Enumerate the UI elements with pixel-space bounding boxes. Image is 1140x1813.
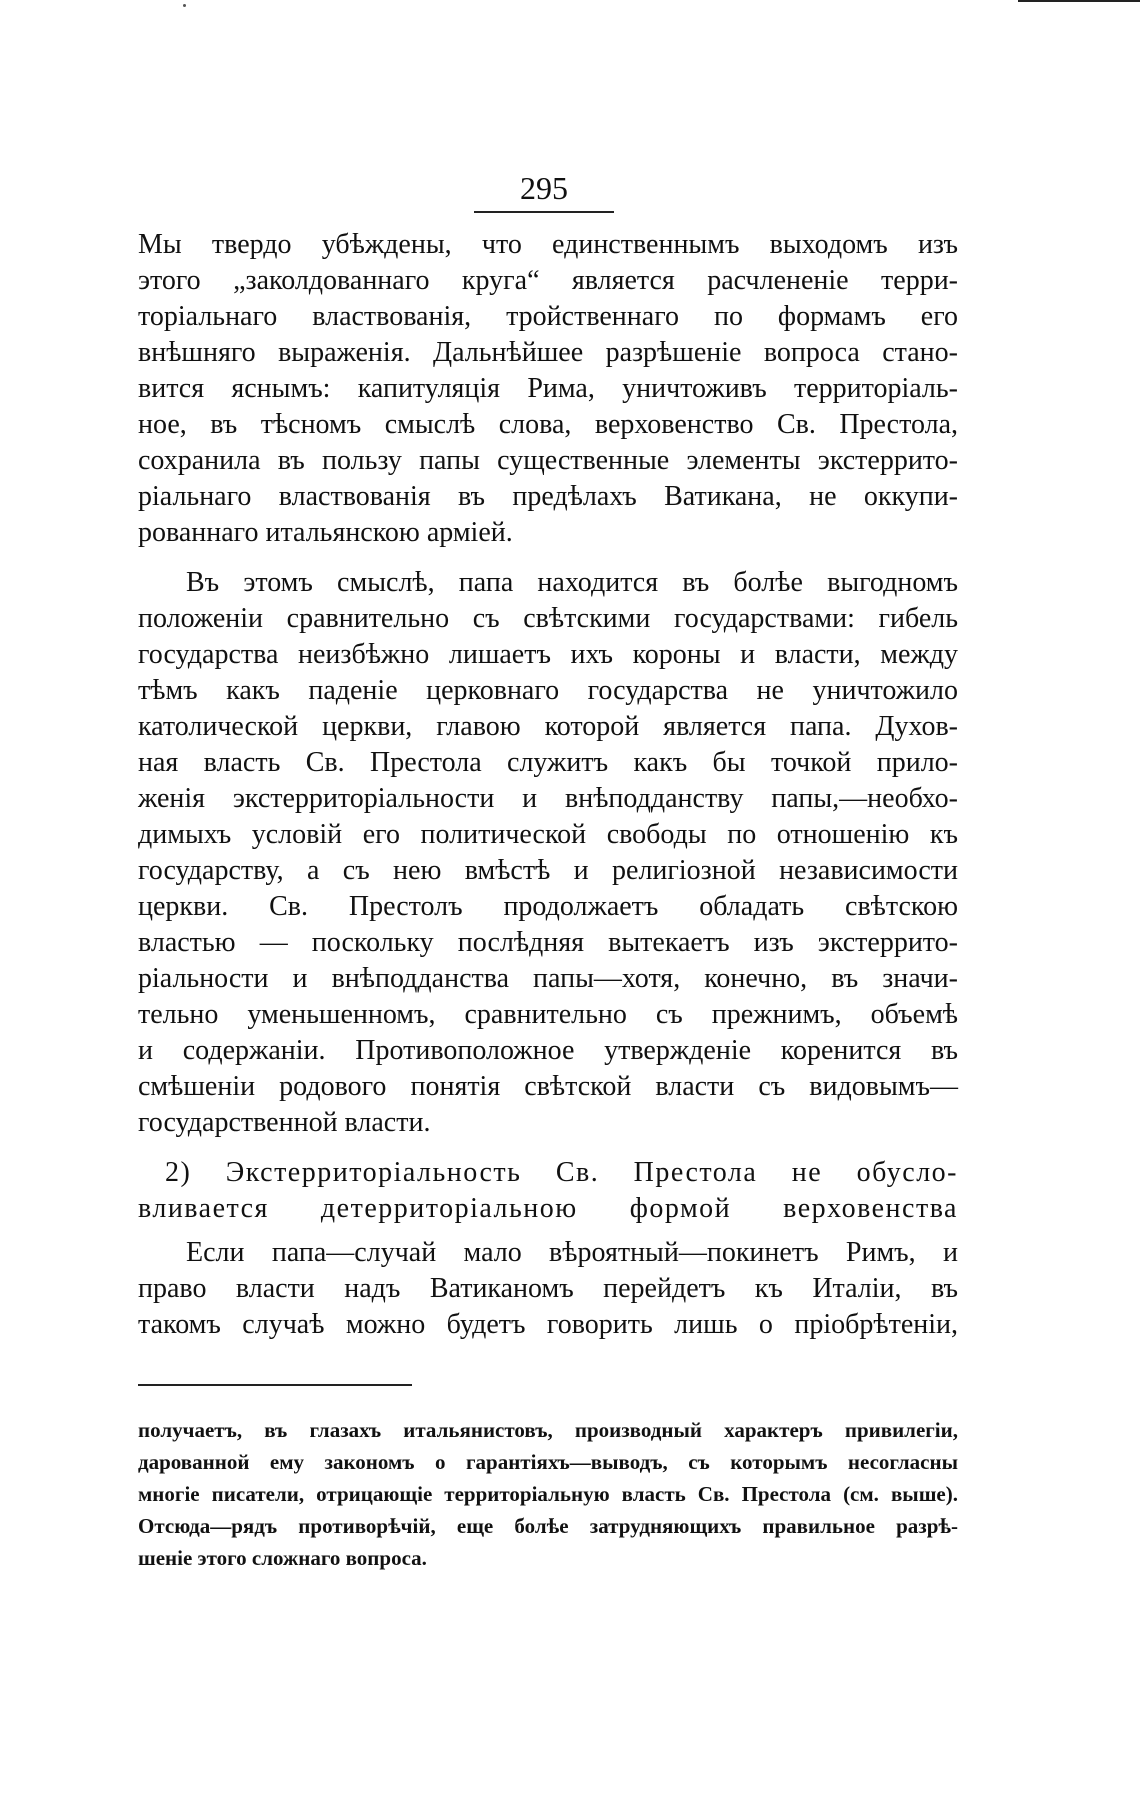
page-number: 295 [520, 170, 568, 206]
section-heading-line: 2) Экстерриторіальность Св. Престола не обусло- [165, 1157, 958, 1188]
footnote-line: шеніе этого сложнаго вопроса. [138, 1546, 427, 1570]
print-speck [183, 4, 186, 7]
section-heading-line: вливается детерриторіальною формой верховенства [138, 1193, 958, 1224]
text-line: такомъ случаѣ можно будетъ говорить лишь о пріобрѣтеніи, [138, 1309, 958, 1340]
text-line: этого „заколдованнаго круга“ является расчлененіе терри- [138, 265, 958, 296]
text-line: тельно уменьшенномъ, сравнительно съ прежнимъ, объемѣ [138, 999, 958, 1030]
text-line: положеніи сравнительно съ свѣтскими государствами: гибель [138, 603, 958, 634]
text-line: ное, въ тѣсномъ смыслѣ слова, верховенство Св. Престола, [138, 409, 958, 440]
text-line: ная власть Св. Престола служитъ какъ бы точкой прило- [138, 747, 958, 778]
text-line: государства неизбѣжно лишаетъ ихъ короны и власти, между [138, 639, 958, 670]
page-number-rule [474, 211, 614, 213]
text-line: властью — поскольку послѣдняя вытекаетъ изъ экстеррито- [138, 927, 958, 958]
text-line: католической церкви, главою которой является папа. Духов- [138, 711, 958, 742]
text-line: смѣшеніи родового понятія свѣтской власти съ видовымъ— [138, 1071, 958, 1102]
text-line: ріальности и внѣподданства папы—хотя, конечно, въ значи- [138, 963, 958, 994]
footnote-line: многіе писатели, отрицающіе территоріальную власть Св. Престола (см. выше). [138, 1482, 958, 1506]
text-line: рованнаго итальянскою арміей. [138, 517, 513, 548]
text-line: государственной власти. [138, 1107, 431, 1138]
text-line: и содержаніи. Противоположное утвержденіе коренится въ [138, 1035, 958, 1066]
text-line: сохранила въ пользу папы существенные элементы экстеррито- [138, 445, 958, 476]
text-line: димыхъ условій его политической свободы по отношенію къ [138, 819, 958, 850]
text-line: внѣшняго выраженія. Дальнѣйшее разрѣшеніе вопроса стано- [138, 337, 958, 368]
footnote-line: дарованной ему закономъ о гарантіяхъ—выводъ, съ которымъ несогласны [138, 1450, 958, 1474]
footnote-rule [138, 1384, 412, 1386]
text-line: государству, а съ нею вмѣстѣ и религіозной независимости [138, 855, 958, 886]
text-line: тѣмъ какъ паденіе церковнаго государства не уничтожило [138, 675, 958, 706]
footnote-line: получаетъ, въ глазахъ итальянистовъ, производный характеръ привилегіи, [138, 1418, 958, 1442]
text-line: ріальнаго властвованія въ предѣлахъ Ватикана, не оккупи- [138, 481, 958, 512]
text-line: Въ этомъ смыслѣ, папа находится въ болѣе выгодномъ [186, 567, 958, 598]
text-line: церкви. Св. Престолъ продолжаетъ обладать свѣтскою [138, 891, 958, 922]
text-line: право власти надъ Ватиканомъ перейдетъ къ Италіи, въ [138, 1273, 958, 1304]
text-line: женія экстерриторіальности и внѣподданству папы,—необхо- [138, 783, 958, 814]
text-line: вится яснымъ: капитуляція Рима, уничтоживъ территоріаль- [138, 373, 958, 404]
page-edge-line [1018, 0, 1140, 2]
text-line: торіальнаго властвованія, тройственнаго по формамъ его [138, 301, 958, 332]
text-line: Мы твердо убѣждены, что единственнымъ выходомъ изъ [138, 229, 958, 260]
footnote-line: Отсюда—рядъ противорѣчій, еще болѣе затрудняющихъ правильное разрѣ- [138, 1514, 958, 1538]
text-line: Если папа—случай мало вѣроятный—покинетъ Римъ, и [186, 1237, 958, 1268]
